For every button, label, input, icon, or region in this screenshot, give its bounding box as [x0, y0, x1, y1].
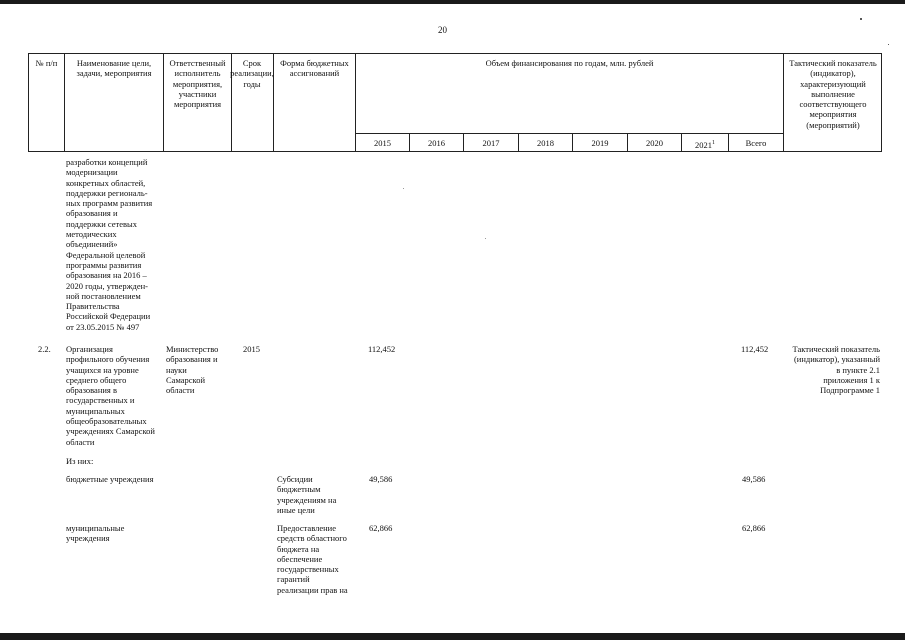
municipal-institutions-form: Предоставление средств областного бюджета на обеспечение государственных гарантий реализации прав на: [277, 523, 348, 595]
page-number: 20: [438, 25, 447, 35]
year-2021-text: 2021: [695, 139, 712, 150]
row-2-2-term: 2015: [243, 344, 260, 354]
header-year-2021: [682, 138, 728, 150]
header-num: № п/п: [35, 58, 58, 68]
budget-institutions-form: Субсидии бюджетным учреждениям на иные цели: [277, 474, 337, 515]
header-year-2020: 2020: [646, 138, 663, 148]
row-2-2-name: Организация профильного обучения учащихся на уровне среднего общего образования в государственных и муниципальных общеобразовательных учреждениях Самарской области: [66, 344, 155, 447]
scan-speck: [860, 18, 862, 20]
header-term: Срок реализации, годы: [230, 58, 274, 89]
budget-institutions-value-2015: 49,586: [369, 474, 393, 484]
header-year-2015: 2015: [374, 138, 391, 148]
row-2-2-responsible: Министерство образования и науки Самарской области: [166, 344, 219, 396]
row-2-2-total: 112,452: [741, 344, 769, 354]
row-2-2-indicator: Тактический показатель (индикатор), указанный в пункте 2.1 приложения 1 к Подпрограмме 1: [792, 344, 880, 396]
header-indicator: Тактический показатель (индикатор), характеризующий выполнение соответствующего мероприятия (мероприятий): [789, 58, 877, 130]
top-border: [0, 0, 905, 4]
header-funding: Объем финансирования по годам, млн. рублей: [485, 58, 654, 68]
of-them-label: Из них:: [66, 456, 94, 466]
scan-speck: [403, 188, 404, 189]
municipal-institutions-name: муниципальные учреждения: [66, 523, 125, 544]
scan-speck: [485, 238, 486, 239]
bottom-border: [0, 633, 905, 640]
header-year-2016: 2016: [428, 138, 445, 148]
continuation-text: разработки концепций модернизации конкретных областей, поддержки региональ- ных программ развития образования и поддержки сетевых методических объединений» Федеральной целевой программы развития образования на 2016 – 2020 годы, утвержден- ной постановлением Правительства Российской Федерации от 23.05.2015 № 497: [66, 157, 153, 332]
header-form: Форма бюджетных ассигнований: [280, 58, 349, 79]
municipal-institutions-total: 62,866: [742, 523, 766, 533]
footnote-mark: 1: [712, 140, 715, 146]
header-total: Всего: [745, 138, 767, 148]
header-year-2018: 2018: [537, 138, 554, 148]
row-2-2-value-2015: 112,452: [368, 344, 396, 354]
header-name: Наименование цели, задачи, мероприятия: [76, 58, 152, 79]
header-year-2017: 2017: [482, 138, 500, 148]
municipal-institutions-value-2015: 62,866: [369, 523, 393, 533]
row-2-2-number: 2.2.: [38, 344, 51, 354]
header-year-2019: 2019: [591, 138, 609, 148]
scan-speck: [888, 44, 889, 45]
budget-institutions-name: бюджетные учреждения: [66, 474, 154, 484]
header-responsible: Ответственный исполнитель мероприятия, участники мероприятия: [169, 58, 226, 110]
budget-institutions-total: 49,586: [742, 474, 766, 484]
